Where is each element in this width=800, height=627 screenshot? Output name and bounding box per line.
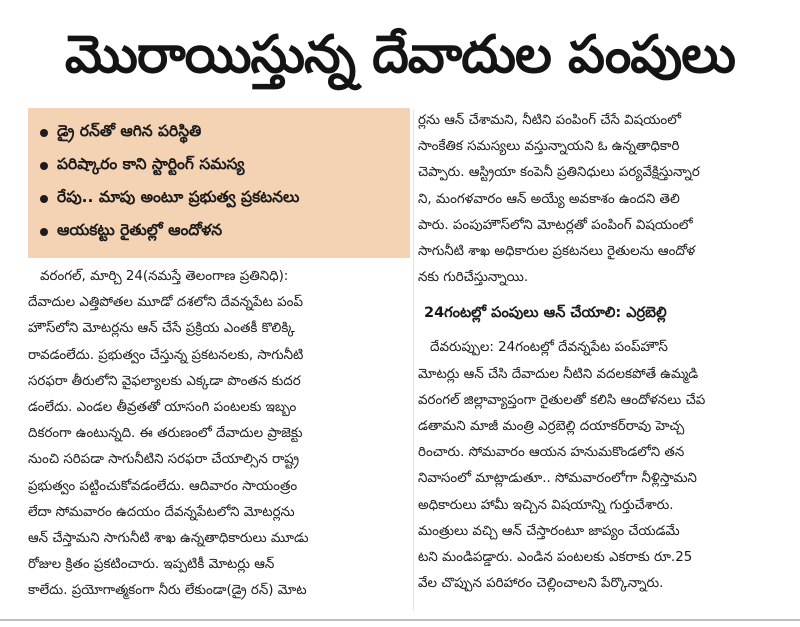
article-line: వరంగల్, మార్చి 24(నమస్తే తెలంగాణ ప్రతినిధి): xyxy=(40,269,289,284)
highlight-item xyxy=(40,182,400,215)
article-line: కాలేదు. ప్రయోగాత్మకంగా నీరు లేకుండా(డ్రై రన్) మోట xyxy=(28,583,307,599)
right-article-body xyxy=(418,108,780,291)
article-line: రావడంలేదు. ప్రభుత్వం చేస్తున్న ప్రకటనలకు, సాగునీటి xyxy=(28,347,304,363)
article-line: ప్రభుత్వం పట్టించుకోవడంలేదు. ఆదివారం సాయంత్రం xyxy=(28,478,298,494)
article-line: నుంచి సరిపడా సాగునీటిని సరఫరా చేయాల్సిన రాష్ట్ర xyxy=(28,452,300,468)
article-line: టని మండిపడ్డారు. ఎండిన పంటలకు ఎకరాకు రూ.25 xyxy=(418,550,693,566)
highlights-box xyxy=(28,108,410,258)
article-line: సాంకేతిక సమస్యలు వస్తున్నాయని ఓ ఉన్నతాధికారి xyxy=(418,139,680,155)
article-line: నకు గురిచేస్తున్నాయి. xyxy=(418,270,529,286)
highlight-text: రేపు.. మాపు అంటూ ప్రభుత్వ ప్రకటనలు xyxy=(57,187,300,206)
article-line: వేల చొప్పున పరిహారం చెల్లించాలని పేర్కొన్నారు. xyxy=(418,576,664,592)
article-line: రోజుల క్రితం ప్రకటించారు. ఇప్పటికీ మోటర్లు ఆన్ xyxy=(28,557,275,573)
article-line: మంత్రులు వచ్చి ఆన్ చేస్తారంటూ జాప్యం చేయడమే xyxy=(418,523,680,539)
highlight-text: పరిష్కారం కాని స్టార్టింగ్ సమస్య xyxy=(57,154,245,173)
article-line: దికరంగా ఉంటున్నది. ఈ తరుణంలో దేవాదుల ప్రాజెక్టు xyxy=(28,426,303,442)
bullet-icon xyxy=(40,129,48,137)
bullet-icon xyxy=(40,228,48,236)
article-line: సరఫరా తీరులోని వైఫల్యాలకు ఎక్కడా పొంతన కుదర xyxy=(28,373,301,389)
article-line: మోటర్లు ఆన్ చేసి దేవాదుల నీటిని వదలకపోతే ఉమ్మడి xyxy=(418,366,699,382)
article-line: దేవాదుల ఎత్తిపోతల మూడో దశలోని దేవన్నపేట పంప్ xyxy=(28,295,303,311)
left-article-body xyxy=(28,264,410,605)
article-line: రించారు. సోమవారం ఆయన హనుమకొండలోని తన xyxy=(418,445,685,461)
article-line: సాగునీటి శాఖ అధికారుల ప్రకటనలు రైతులను ఆందోళ xyxy=(418,244,696,260)
right-column xyxy=(418,108,780,597)
bottom-rule xyxy=(0,619,800,621)
highlight-item xyxy=(40,215,400,248)
article-line: నివాసంలో మాట్లాడుతూ.. సోమవారంలోగా నీళ్లిస్తామని xyxy=(418,471,697,487)
column-divider xyxy=(413,110,414,610)
article-line: లేదా సోమవారం ఉదయం దేవన్నపేటలోని మోటర్లను xyxy=(28,504,295,520)
article-line: ర్లను ఆన్ చేశామని, నీటిని పంపింగ్ చేసే విషయంలో xyxy=(418,113,681,128)
highlight-text: ఆయకట్టు రైతుల్లో ఆందోళన xyxy=(57,220,223,239)
article-line: అధికారులు హామీ ఇచ్చిన విషయాన్ని గుర్తుచేశారు. xyxy=(418,497,674,513)
article-line: దేవరుప్పుల: 24గంటల్లో దేవన్నపేట పంప్‌హౌస్ xyxy=(430,340,668,356)
left-column xyxy=(28,108,410,605)
article-line: డంలేదు. ఎండల తీవ్రతతో యాసంగి పంటలకు ఇబ్బం xyxy=(28,400,297,416)
article-line: ఆన్ చేస్తామని సాగునీటి శాఖ ఉన్నతాధికారులు మూడు xyxy=(28,531,309,547)
article-line: హౌస్‌లోని మోటర్లను ఆన్ చేసే ప్రక్రియ ఎంతకీ కొలిక్కి xyxy=(28,321,295,337)
bullet-icon xyxy=(40,195,48,203)
headline: మొరాయిస్తున్న దేవాదుల పంపులు xyxy=(64,25,736,85)
article-line: ని, మంగళవారం ఆన్ అయ్యే అవకాశం ఉందని తెలి xyxy=(418,191,680,207)
subheading: 24గంటల్లో పంపులు ఆన్ చేయాలి: ఎర్రబెల్లి xyxy=(424,305,667,322)
article-line: చెప్పారు. ఆస్ట్రియా కంపెనీ ప్రతినిధులు పర్యవేక్షిస్తున్నార xyxy=(418,165,700,181)
right-subarticle-body xyxy=(418,335,780,597)
article-line: వరంగల్ జిల్లావ్యాప్తంగా రైతులతో కలిసి ఆందోళనలు చేప xyxy=(418,392,706,408)
highlight-text: డ్రై రన్‌తో ఆగిన పరిస్థితి xyxy=(57,121,202,140)
bullet-icon xyxy=(40,162,48,170)
highlight-item xyxy=(40,149,400,182)
article-line: పారు. పంపుహౌస్‌లోని మోటర్లతో పంపింగ్ విషయంలో xyxy=(418,217,693,233)
highlight-item xyxy=(40,116,400,149)
article-line: డతామని మాజీ మంత్రి ఎర్రబెల్లి దయాకర్‌రావు హెచ్చ xyxy=(418,419,685,435)
